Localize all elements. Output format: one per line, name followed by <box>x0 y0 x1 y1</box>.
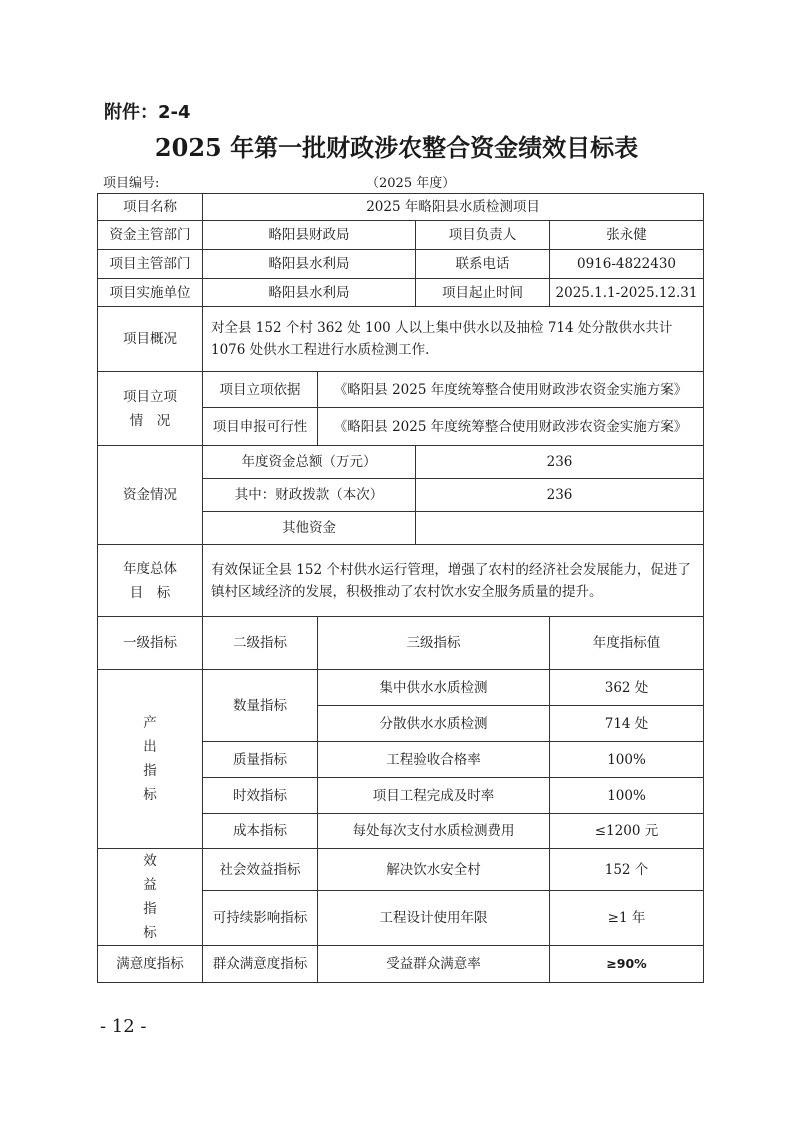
benefit-label-char: 益 <box>143 877 157 893</box>
other-funds-label: 其他资金 <box>203 512 416 545</box>
table-row <box>98 849 704 891</box>
project-number-label: 项目编号: <box>103 176 160 191</box>
satisfaction-label: 满意度指标 <box>98 946 203 983</box>
indicator-value: ≥1 年 <box>550 891 704 946</box>
benefit-label-char: 标 <box>143 925 157 941</box>
leader-value: 张永健 <box>550 221 704 250</box>
funds-label: 资金情况 <box>98 446 203 545</box>
table-row <box>98 221 704 250</box>
other-funds-value <box>416 512 704 545</box>
table-row <box>98 446 704 479</box>
header-target-value: 年度指标值 <box>550 617 704 670</box>
overview-value: 对全县 152 个村 362 处 100 人以上集中供水以及抽检 714 处分散供水共计 1076 处供水工程进行水质检测工作. <box>203 307 704 372</box>
indicator-value: ≤1200 元 <box>550 814 704 849</box>
quantity-indicator-label: 数量指标 <box>203 670 318 742</box>
project-name-label: 项目名称 <box>98 194 203 221</box>
fund-dept-value: 略阳县财政局 <box>203 221 416 250</box>
cost-indicator-label: 成本指标 <box>203 814 318 849</box>
indicator-value: 362 处 <box>550 670 704 706</box>
feasibility-label: 项目申报可行性 <box>203 408 318 446</box>
table-row <box>98 670 704 706</box>
total-funds-value: 236 <box>416 446 704 479</box>
header-level-2: 二级指标 <box>203 617 318 670</box>
table-row <box>98 307 704 372</box>
table-row <box>98 250 704 279</box>
indicator-name: 工程设计使用年限 <box>318 891 550 946</box>
quality-indicator-label: 质量指标 <box>203 742 318 778</box>
approval-label-line-2: 情 况 <box>129 412 171 429</box>
header-level-3: 三级指标 <box>318 617 550 670</box>
indicator-name: 每处每次支付水质检测费用 <box>318 814 550 849</box>
annual-goal-label-line-2: 目 标 <box>129 584 171 601</box>
basis-value: 《略阳县 2025 年度统筹整合使用财政涉农资金实施方案》 <box>318 372 704 408</box>
annual-goal-label-line-1: 年度总体 <box>123 560 177 577</box>
header-level-1: 一级指标 <box>98 617 203 670</box>
performance-table <box>97 193 704 983</box>
indicator-value: 100% <box>550 742 704 778</box>
satisfaction-sub-label: 群众满意度指标 <box>203 946 318 983</box>
indicator-name: 集中供水水质检测 <box>318 670 550 706</box>
benefit-indicators-label <box>98 849 203 946</box>
indicator-name: 分散供水水质检测 <box>318 706 550 742</box>
project-dept-label: 项目主管部门 <box>98 250 203 279</box>
sustainability-label: 可持续影响指标 <box>203 891 318 946</box>
attachment-label: 附件：2-4 <box>104 102 191 123</box>
basis-label: 项目立项依据 <box>203 372 318 408</box>
impl-unit-label: 项目实施单位 <box>98 279 203 307</box>
output-label-char: 出 <box>143 739 157 755</box>
indicator-value: ≥90% <box>550 946 704 983</box>
output-indicators-label <box>98 670 203 849</box>
table-row <box>98 279 704 307</box>
timeliness-indicator-label: 时效指标 <box>203 778 318 814</box>
annual-goal-label <box>98 545 203 617</box>
annual-goal-value: 有效保证全县 152 个村供水运行管理，增强了农村的经济社会发展能力，促进了镇村区域经济的发展，积极推动了农村饮水安全服务质量的提升。 <box>203 545 704 617</box>
phone-value: 0916-4822430 <box>550 250 704 279</box>
output-label-char: 标 <box>143 787 157 803</box>
project-dept-value: 略阳县水利局 <box>203 250 416 279</box>
fiscal-funds-value: 236 <box>416 479 704 512</box>
table-row <box>98 946 704 983</box>
social-benefit-label: 社会效益指标 <box>203 849 318 891</box>
indicator-value: 152 个 <box>550 849 704 891</box>
feasibility-value: 《略阳县 2025 年度统筹整合使用财政涉农资金实施方案》 <box>318 408 704 446</box>
indicator-name: 工程验收合格率 <box>318 742 550 778</box>
phone-label: 联系电话 <box>416 250 550 279</box>
indicator-value: 714 处 <box>550 706 704 742</box>
fiscal-funds-label: 其中：财政拨款（本次） <box>203 479 416 512</box>
table-row <box>98 545 704 617</box>
indicator-name: 解决饮水安全村 <box>318 849 550 891</box>
approval-label-line-1: 项目立项 <box>123 388 177 405</box>
fund-dept-label: 资金主管部门 <box>98 221 203 250</box>
year-label: （2025 年度） <box>366 176 456 191</box>
total-funds-label: 年度资金总额（万元） <box>203 446 416 479</box>
output-label-char: 产 <box>143 715 157 731</box>
indicator-name: 项目工程完成及时率 <box>318 778 550 814</box>
project-name-value: 2025 年略阳县水质检测项目 <box>203 194 704 221</box>
page-number: - 12 - <box>100 1016 147 1037</box>
indicator-value: 100% <box>550 778 704 814</box>
approval-label <box>98 372 203 446</box>
overview-label: 项目概况 <box>98 307 203 372</box>
table-row <box>98 194 704 221</box>
leader-label: 项目负责人 <box>416 221 550 250</box>
indicator-name: 受益群众满意率 <box>318 946 550 983</box>
period-label: 项目起止时间 <box>416 279 550 307</box>
period-value: 2025.1.1-2025.12.31 <box>550 279 704 307</box>
table-row <box>98 372 704 408</box>
benefit-label-char: 效 <box>143 853 157 869</box>
page-title: 2025 年第一批财政涉农整合资金绩效目标表 <box>154 133 639 162</box>
benefit-label-char: 指 <box>143 901 157 917</box>
output-label-char: 指 <box>143 763 157 779</box>
table-row <box>98 617 704 670</box>
impl-unit-value: 略阳县水利局 <box>203 279 416 307</box>
